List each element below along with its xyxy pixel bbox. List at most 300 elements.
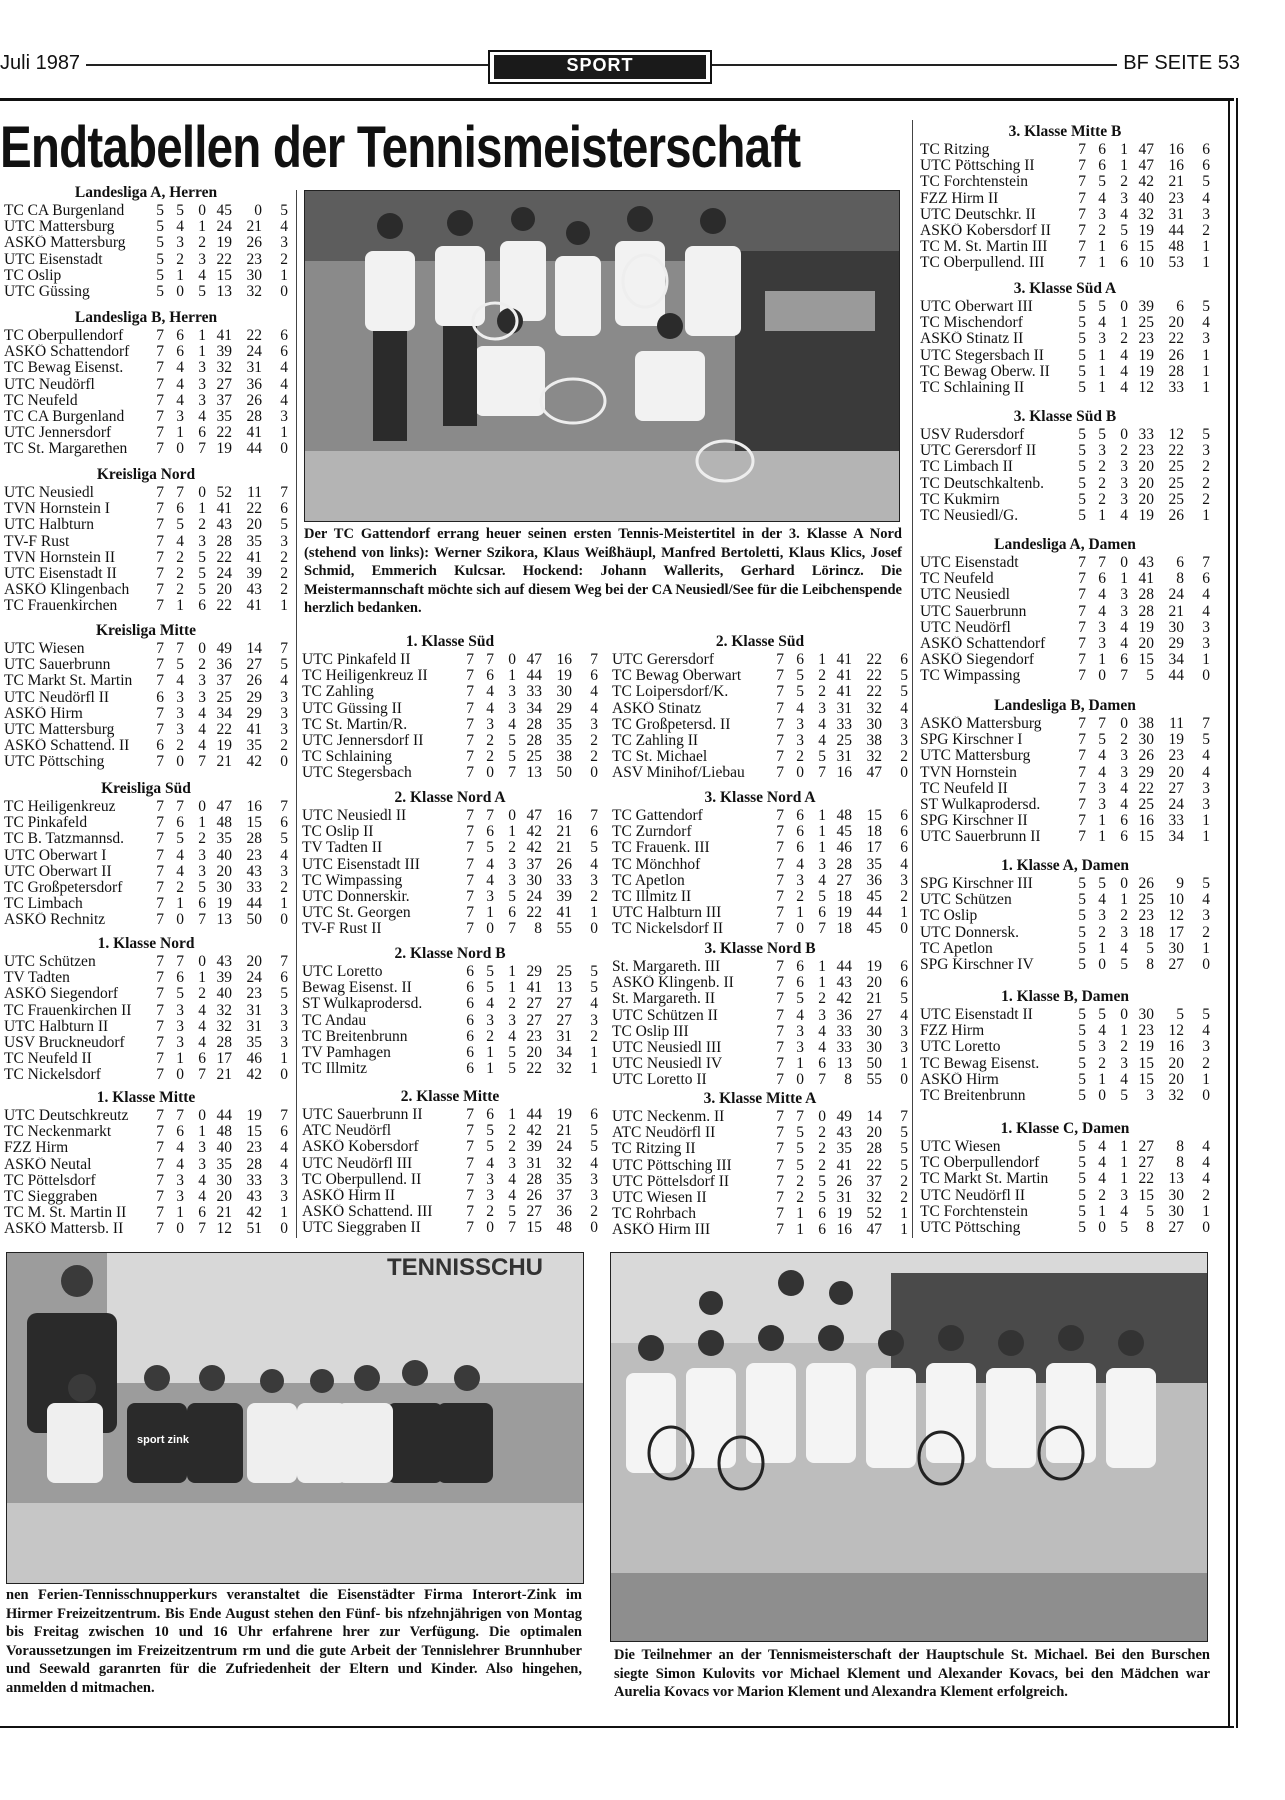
stat-value: 15 [1138,651,1154,669]
stat-value: 4 [176,218,184,236]
stat-value: 52 [216,484,232,501]
stat-value: 1 [280,266,288,284]
stat-value: 6 [466,1060,474,1078]
stat-value: 37 [526,855,542,873]
stat-value: 12 [1168,1022,1184,1040]
stat-value: 7 [156,565,164,583]
shirt-print: sport zink [137,1434,189,1446]
stat-value: 4 [1202,891,1210,909]
stat-value: 42 [246,1204,262,1222]
stat-value: 4 [1098,1138,1106,1155]
stat-value: 2 [1120,731,1128,749]
stat-value: 20 [1168,1054,1184,1072]
stat-value: 4 [176,532,184,550]
league-title: 1. Klasse C, Damen [1000,1120,1130,1137]
stat-value: 6 [466,1011,474,1029]
stat-value: 47 [526,807,542,824]
league-table [4,780,288,929]
club-name: TC Loipersdorf/K. [612,684,729,701]
stat-value: 33 [1168,379,1184,397]
table-row [920,587,1210,603]
stat-value: 6 [466,963,474,980]
table-row [920,652,1210,668]
stat-value: 1 [590,904,598,922]
stat-value: 7 [1078,828,1086,846]
stat-value: 6 [198,1050,206,1068]
stat-value: 16 [246,798,262,815]
stat-value: 22 [216,424,232,442]
stat-value: 7 [818,920,826,938]
stat-value: 0 [796,764,804,782]
club-name: TC Nickelsdorf [4,1067,101,1084]
table-row [920,223,1210,239]
stat-value: 2 [280,250,288,268]
stat-value: 43 [836,974,852,992]
stat-value: 2 [486,732,494,750]
stat-value: 7 [466,1187,474,1205]
stat-value: 3 [198,532,206,550]
stat-value: 3 [818,1006,826,1024]
stat-value: 1 [1098,1202,1106,1220]
club-name: TC Ritzing II [612,1141,696,1158]
club-name: TC Apetlon [612,872,685,889]
stat-value: 29 [526,963,542,980]
stat-value: 7 [466,839,474,857]
stat-value: 3 [280,1001,288,1019]
league-table [4,466,288,615]
stat-value: 0 [176,1220,184,1238]
stat-value: 6 [1098,141,1106,158]
stat-value: 7 [156,846,164,864]
club-name: TC Forchtenstein [920,1203,1029,1220]
stat-value: 4 [1098,763,1106,781]
stat-value: 1 [1098,346,1106,364]
club-name: ST Wulkaprodersd. [302,996,423,1013]
club-name: UTC Deutschkreutz [4,1108,129,1124]
stat-value: 3 [1120,923,1128,941]
club-name: Bewag Eisenst. II [302,980,412,997]
stat-value: 3 [176,1171,184,1189]
stat-value: 4 [486,995,494,1013]
table-row [302,668,598,684]
stat-value: 39 [216,969,232,987]
stat-value: 22 [216,250,232,268]
stat-value: 1 [1098,238,1106,256]
stat-value: 4 [818,732,826,750]
club-name: UTC Loretto [302,964,383,980]
stat-value: 3 [176,1188,184,1206]
table-row [4,831,288,847]
stat-value: 4 [198,1171,206,1189]
club-name: ASKÖ Schattend. III [302,1204,433,1221]
stat-value: 1 [198,1123,206,1141]
stat-value: 7 [776,651,784,668]
stat-value: 44 [866,904,882,922]
stat-value: 5 [1202,875,1210,892]
stat-value: 7 [156,1171,164,1189]
stat-value: 0 [1202,1087,1210,1105]
club-name: TC Zahling II [612,733,699,750]
stat-value: 22 [1138,1170,1154,1188]
stat-value: 7 [1078,635,1086,653]
stat-value: 4 [1098,1022,1106,1040]
stat-value: 41 [836,1156,852,1174]
stat-value: 35 [216,408,232,426]
stat-value: 28 [836,855,852,873]
table-row [612,1040,908,1056]
stat-value: 36 [836,1006,852,1024]
stat-value: 3 [1202,1038,1210,1056]
stat-value: 5 [1202,426,1210,443]
stat-value: 30 [866,715,882,733]
stat-value: 5 [796,1140,804,1158]
stat-value: 13 [216,911,232,929]
table-row [4,1205,288,1221]
league-title: 1. Klasse Süd [405,633,495,650]
stat-value: 2 [1202,474,1210,492]
stat-value: 43 [1138,554,1154,571]
stat-value: 47 [866,764,882,782]
stat-value: 4 [1120,1070,1128,1088]
stat-value: 1 [508,979,516,997]
stat-value: 43 [836,1124,852,1142]
stat-value: 7 [156,375,164,393]
stat-value: 5 [796,683,804,701]
stat-value: 6 [900,823,908,841]
stat-value: 7 [1078,779,1086,797]
table-row [920,508,1210,524]
club-name: TC Markt St. Martin [4,673,133,690]
stat-value: 5 [590,839,598,857]
stat-value: 0 [176,283,184,301]
stat-value: 27 [1168,1219,1184,1237]
stat-value: 7 [466,855,474,873]
stat-value: 44 [526,667,542,685]
stat-value: 12 [1138,379,1154,397]
table-row [302,1220,598,1236]
stat-value: 4 [1120,379,1128,397]
stat-value: 30 [1168,618,1184,636]
club-name: UTC Donnerskir. [302,889,410,906]
club-name: TC Pinkafeld [4,815,88,832]
stat-value: 4 [796,699,804,717]
stat-value: 5 [900,1156,908,1174]
stat-value: 0 [254,202,262,219]
stat-value: 4 [1120,205,1128,223]
stat-value: 6 [1120,238,1128,256]
stat-value: 3 [818,699,826,717]
stat-value: 7 [198,440,206,458]
stat-value: 6 [818,1205,826,1223]
stat-value: 4 [818,715,826,733]
table-row [4,534,288,550]
stat-value: 6 [900,651,908,668]
club-name: TC Illmitz [302,1061,368,1078]
stat-value: 20 [1168,314,1184,332]
stat-value: 6 [280,1123,288,1141]
table-row [920,331,1210,347]
stat-value: 4 [176,1155,184,1173]
club-name: TVN Hornstein I [4,501,110,518]
stat-value: 17 [1168,923,1184,941]
club-name: TC Nickelsdorf II [612,921,724,938]
table-row [612,1008,908,1024]
stat-value: 20 [1138,474,1154,492]
club-name: TV Tadten [4,970,70,987]
stat-value: 1 [176,895,184,913]
table-row [920,925,1210,941]
table-row [920,748,1210,764]
stat-value: 30 [216,1171,232,1189]
club-name: TC Neufeld II [920,780,1008,797]
stat-value: 37 [556,1187,572,1205]
table-row [612,717,908,733]
league-title: 3. Klasse Mitte A [703,1090,817,1107]
club-name: UTC Schützen [920,892,1012,909]
stat-value: 7 [776,888,784,906]
club-name: TC Frauenkirchen II [4,1002,132,1019]
club-name: UTC Eisenstadt [920,555,1019,571]
stat-value: 2 [1202,222,1210,240]
club-name: TV-F Rust II [302,921,382,938]
stat-value: 7 [1078,189,1086,207]
stat-value: 0 [900,920,908,938]
stat-value: 6 [486,823,494,841]
club-name: TC Neufeld [920,571,994,588]
stat-value: 1 [176,424,184,442]
stat-value: 3 [1120,1186,1128,1204]
stat-value: 26 [1138,747,1154,765]
stat-value: 4 [1202,314,1210,332]
stat-value: 16 [836,1221,852,1239]
stat-value: 28 [1168,362,1184,380]
table-row [4,690,288,706]
stat-value: 2 [900,1189,908,1207]
club-name: TVN Hornstein [920,764,1017,781]
stat-value: 6 [796,823,804,841]
league-title: Kreisliga Mitte [95,622,196,639]
stat-value: 50 [866,1055,882,1073]
stat-value: 18 [836,888,852,906]
stat-value: 3 [486,1011,494,1029]
stat-value: 30 [1168,1202,1184,1220]
stat-value: 1 [198,969,206,987]
stat-value: 3 [280,1171,288,1189]
stat-value: 22 [246,500,262,518]
club-name: ASKÖ Kobersdorf II [920,223,1051,240]
stat-value: 34 [1168,651,1184,669]
stat-value: 1 [508,667,516,685]
table-row [302,1204,598,1220]
league-table [612,789,908,938]
club-name: USV Bruckneudorf [4,1035,125,1052]
table-row [612,1109,908,1125]
stat-value: 16 [556,651,572,668]
stat-value: 3 [280,532,288,550]
club-name: TC Bewag Oberwart [612,668,742,685]
stat-value: 6 [466,979,474,997]
club-name: UTC Wiesen [920,1139,1001,1155]
stat-value: 15 [866,807,882,824]
table-row [4,706,288,722]
stat-value: 7 [156,500,164,518]
table-row [920,908,1210,924]
stat-value: 3 [176,1001,184,1019]
club-name: TC Oslip III [612,1023,689,1040]
stat-value: 5 [900,667,908,685]
table-row [920,459,1210,475]
stat-value: 33 [246,879,262,897]
stat-value: 31 [836,1189,852,1207]
stat-value: 30 [1138,731,1154,749]
stat-value: 4 [198,704,206,722]
stat-value: 7 [156,408,164,426]
stat-value: 23 [526,1027,542,1045]
stat-value: 3 [590,1170,598,1188]
stat-value: 0 [280,911,288,929]
table-row [612,701,908,717]
league-title: 1. Klasse Mitte [96,1089,196,1106]
club-name: UTC Halbturn [4,517,94,534]
league-table [612,1090,908,1239]
stat-value: 4 [198,1001,206,1019]
stat-value: 1 [198,500,206,518]
stat-value: 7 [466,764,474,782]
stat-value: 3 [1120,189,1128,207]
table-row [302,1045,598,1061]
stat-value: 7 [776,839,784,857]
table-row [4,880,288,896]
stat-value: 4 [486,699,494,717]
stat-value: 43 [216,953,232,970]
club-name: St. Margareth. II [612,991,716,1008]
stat-value: 6 [198,895,206,913]
stat-value: 28 [246,1155,262,1173]
club-name: TV Pamhagen [302,1045,391,1062]
stat-value: 2 [590,888,598,906]
stat-value: 0 [176,753,184,771]
stat-value: 18 [1138,923,1154,941]
stat-value: 1 [900,904,908,922]
page-number: BF SEITE 53 [1117,52,1240,75]
club-name: UTC Neusiedl III [612,1040,722,1057]
stat-value: 0 [486,764,494,782]
stat-value: 20 [1168,763,1184,781]
table-row [302,980,598,996]
stat-value: 22 [1168,330,1184,348]
table-row [920,191,1210,207]
stat-value: 0 [818,1108,826,1125]
club-name: TC Forchtenstein [920,174,1029,191]
stat-value: 5 [796,1124,804,1142]
stat-value: 3 [280,862,288,880]
stat-value: 0 [1098,1087,1106,1105]
stat-value: 28 [1138,602,1154,620]
stat-value: 6 [156,737,164,755]
stat-value: 39 [216,343,232,361]
stat-value: 6 [466,1044,474,1062]
table-row [612,1174,908,1190]
stat-value: 5 [508,1203,516,1221]
stat-value: 4 [1098,1154,1106,1172]
stat-value: 2 [590,1027,598,1045]
table-row [920,1220,1210,1236]
stat-value: 6 [818,1055,826,1073]
stat-value: 31 [246,1001,262,1019]
league-table [4,935,288,1084]
stat-value: 7 [156,862,164,880]
stat-value: 41 [836,683,852,701]
stat-value: 23 [246,985,262,1003]
table-row [920,158,1210,174]
stat-value: 23 [246,1139,262,1157]
stat-value: 19 [216,440,232,458]
stat-value: 6 [590,823,598,841]
stat-value: 55 [866,1071,882,1089]
stat-value: 1 [280,424,288,442]
stat-value: 37 [866,1172,882,1190]
table-row [302,1013,598,1029]
club-name: UTC Neckenm. II [612,1109,725,1125]
stat-value: 19 [866,958,882,975]
stat-value: 4 [176,1139,184,1157]
stat-value: 2 [796,888,804,906]
stat-value: 7 [176,953,184,970]
stat-value: 7 [156,895,164,913]
stat-value: 5 [1202,1006,1210,1023]
stat-value: 0 [1098,667,1106,685]
stat-value: 1 [1202,828,1210,846]
club-name: UTC Deutschkr. II [920,206,1036,223]
table-row [612,905,908,921]
club-name: TC Breitenbrunn [302,1028,408,1045]
stat-value: 6 [796,839,804,857]
stat-value: 7 [776,1055,784,1073]
table-row [920,813,1210,829]
stat-value: 6 [198,1204,206,1222]
club-name: TC Markt St. Martin [920,1171,1049,1188]
league-title: 2. Klasse Nord B [394,945,506,962]
stat-value: 5 [1078,346,1086,364]
club-name: TC Oberpullend. II [302,1171,422,1188]
stat-value: 7 [156,327,164,344]
stat-value: 15 [1138,1070,1154,1088]
stat-value: 3 [176,408,184,426]
club-name: UTC Gerersdorf II [920,443,1037,460]
stat-value: 25 [836,732,852,750]
stat-value: 1 [508,1106,516,1123]
stat-value: 5 [486,1122,494,1140]
club-name: UTC Pinkafeld II [302,652,411,668]
stat-value: 15 [246,1123,262,1141]
table-row [302,1139,598,1155]
stat-value: 19 [1168,731,1184,749]
stat-value: 7 [1078,222,1086,240]
table-row [4,673,288,689]
stat-value: 19 [1138,507,1154,525]
stat-value: 25 [216,688,232,706]
stat-value: 23 [1138,907,1154,925]
club-name: UTC Stegersbach II [920,347,1044,364]
stat-value: 4 [1120,362,1128,380]
stat-value: 4 [486,855,494,873]
stat-value: 47 [1138,157,1154,175]
stat-value: 3 [280,234,288,252]
stat-value: 6 [280,343,288,361]
stat-value: 5 [1202,298,1210,315]
club-name: UTC Pöttsching II [920,158,1035,175]
league-table [920,1120,1210,1236]
